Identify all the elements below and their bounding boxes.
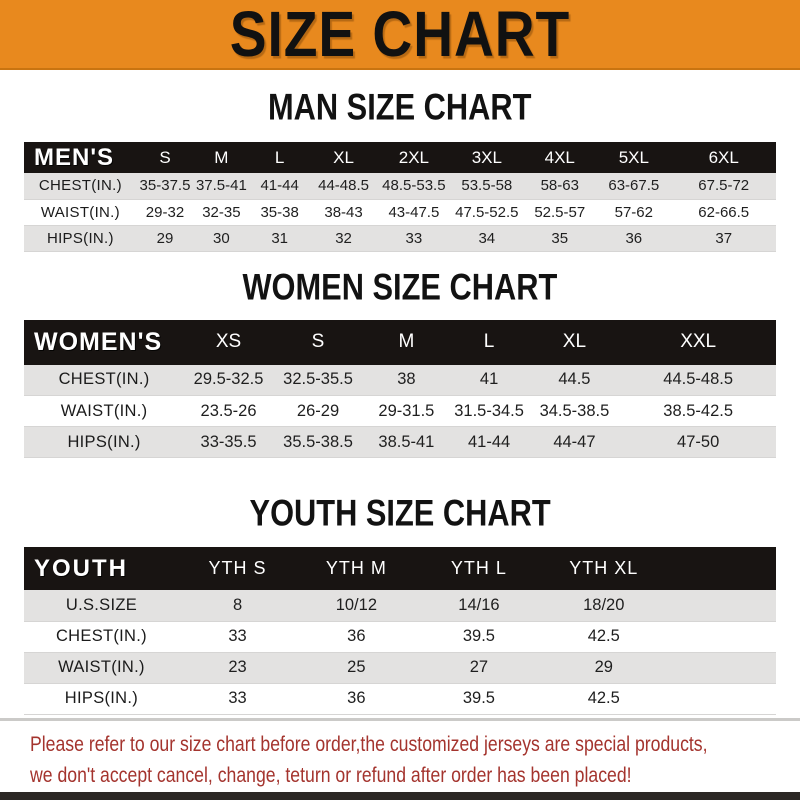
value-cell: 42.5 <box>587 627 620 645</box>
table-row <box>24 396 776 427</box>
value-cell: 67.5-72 <box>698 177 750 195</box>
value-cell: 44.5-48.5 <box>663 370 734 389</box>
value-cell: 35-37.5 <box>139 177 191 195</box>
column-header: 2XL <box>398 147 429 167</box>
footer-note <box>0 721 800 791</box>
row-label: U.S.SIZE <box>65 595 138 614</box>
row-label: CHEST(IN.) <box>58 370 150 389</box>
column-header: YTH XL <box>569 558 639 578</box>
table-header-row <box>24 320 776 365</box>
table-header-row <box>24 547 776 590</box>
row-label: CHEST(IN.) <box>55 627 147 645</box>
value-cell: 10/12 <box>335 595 377 614</box>
column-header: YTH M <box>325 558 387 578</box>
value-cell: 29.5-32.5 <box>193 370 264 389</box>
value-cell: 52.5-57 <box>534 203 586 221</box>
value-cell: 35.5-38.5 <box>283 432 353 451</box>
column-header: M <box>214 147 229 167</box>
value-cell <box>666 621 776 652</box>
note-line-2: we don't accept cancel, change, teturn or refund after order has been placed! <box>30 763 632 787</box>
men-size-table <box>24 142 776 252</box>
column-header: XS <box>215 331 242 352</box>
value-cell: 44-47 <box>553 432 596 451</box>
size-table <box>24 142 776 252</box>
column-header: 3XL <box>471 147 502 167</box>
page-title: SIZE CHART <box>229 0 571 70</box>
table-header-row <box>24 142 776 173</box>
value-cell: 14/16 <box>458 595 500 614</box>
value-cell: 29-32 <box>145 203 185 221</box>
column-header: YTH L <box>450 558 507 578</box>
value-cell: 26-29 <box>296 401 340 420</box>
value-cell: 25 <box>347 658 366 676</box>
table-row <box>24 173 776 199</box>
row-label: HIPS(IN.) <box>46 229 114 247</box>
value-cell: 34 <box>478 229 496 247</box>
size-table <box>24 320 776 459</box>
value-cell: 38.5-41 <box>378 432 435 451</box>
value-cell: 62-66.5 <box>698 203 750 221</box>
value-cell: 39.5 <box>462 689 495 707</box>
value-cell <box>666 590 776 621</box>
value-cell: 30 <box>213 229 230 247</box>
value-cell: 33 <box>228 627 247 645</box>
column-header <box>666 547 776 590</box>
value-cell: 23.5-26 <box>200 401 257 420</box>
value-cell: 32 <box>335 229 352 247</box>
bottom-bar <box>0 792 800 800</box>
table-corner-label: YOUTH <box>34 554 128 582</box>
women-section-title <box>0 266 800 308</box>
column-header: XXL <box>680 331 717 352</box>
value-cell: 44-48.5 <box>318 177 369 195</box>
table-row <box>24 683 776 714</box>
table-row <box>24 652 776 683</box>
value-cell: 33 <box>405 229 423 247</box>
value-cell: 29 <box>156 229 174 247</box>
youth-section <box>0 458 800 715</box>
table-corner-label: WOMEN'S <box>34 327 163 356</box>
table-row <box>24 365 776 396</box>
value-cell: 38-43 <box>324 203 363 221</box>
value-cell: 33-35.5 <box>200 432 257 451</box>
men-section-title-text: MAN SIZE CHART <box>268 87 532 128</box>
value-cell: 53.5-58 <box>461 177 513 195</box>
value-cell: 35 <box>551 229 569 247</box>
value-cell: 41-44 <box>260 177 299 195</box>
value-cell: 47.5-52.5 <box>455 203 519 221</box>
value-cell: 38.5-42.5 <box>663 401 734 420</box>
column-header: S <box>159 147 171 167</box>
table-row <box>24 199 776 225</box>
youth-size-table <box>24 547 776 715</box>
women-section-title-text: WOMEN SIZE CHART <box>242 266 558 308</box>
column-header: YTH S <box>208 558 267 578</box>
value-cell: 38 <box>397 370 416 389</box>
value-cell: 27 <box>469 658 489 676</box>
value-cell: 31 <box>271 229 288 247</box>
value-cell: 37.5-41 <box>195 177 247 195</box>
value-cell: 37 <box>715 229 733 247</box>
value-cell: 33 <box>228 689 247 707</box>
column-header: XL <box>562 331 587 352</box>
row-label: HIPS(IN.) <box>67 432 141 451</box>
value-cell: 29-31.5 <box>378 401 435 420</box>
men-section-title <box>0 87 800 128</box>
value-cell: 43-47.5 <box>388 203 440 221</box>
value-cell: 32-35 <box>202 203 241 221</box>
column-header: 6XL <box>708 147 739 167</box>
women-size-table <box>24 320 776 459</box>
youth-section-title <box>0 493 800 534</box>
banner <box>0 0 800 70</box>
youth-section-title-text: YOUTH SIZE CHART <box>249 493 551 534</box>
column-header: L <box>274 147 285 167</box>
men-section <box>0 70 800 252</box>
value-cell: 41 <box>479 370 499 389</box>
column-header: 4XL <box>544 147 575 167</box>
row-label: HIPS(IN.) <box>64 689 139 707</box>
table-corner-label: MEN'S <box>34 143 115 171</box>
column-header: 5XL <box>618 147 649 167</box>
value-cell: 36 <box>347 689 366 707</box>
value-cell: 29 <box>594 658 613 676</box>
column-header: L <box>483 331 495 352</box>
table-row <box>24 621 776 652</box>
value-cell <box>666 683 776 714</box>
value-cell: 47-50 <box>677 432 720 451</box>
table-row <box>24 590 776 621</box>
value-cell: 36 <box>625 229 643 247</box>
row-label: WAIST(IN.) <box>60 401 148 420</box>
value-cell: 57-62 <box>614 203 653 221</box>
value-cell: 18/20 <box>583 595 625 614</box>
value-cell: 58-63 <box>540 177 579 195</box>
value-cell: 63-67.5 <box>608 177 660 195</box>
column-header: XL <box>333 147 354 167</box>
value-cell: 44.5 <box>558 370 591 389</box>
value-cell: 35-38 <box>260 203 299 221</box>
value-cell: 8 <box>232 595 243 614</box>
table-row <box>24 427 776 458</box>
value-cell: 36 <box>347 627 366 645</box>
value-cell: 42.5 <box>587 689 620 707</box>
table-row <box>24 225 776 251</box>
value-cell: 39.5 <box>462 627 495 645</box>
row-label: WAIST(IN.) <box>58 658 145 676</box>
note-line-1: Please refer to our size chart before order,the customized jerseys are special products, <box>30 732 708 756</box>
column-header: S <box>311 331 325 352</box>
value-cell: 41-44 <box>467 432 511 451</box>
value-cell: 32.5-35.5 <box>283 370 353 389</box>
value-cell: 23 <box>228 658 247 676</box>
value-cell: 34.5-38.5 <box>539 401 610 420</box>
women-section <box>0 252 800 459</box>
size-table <box>24 547 776 715</box>
value-cell: 48.5-53.5 <box>382 177 446 195</box>
value-cell <box>666 652 776 683</box>
row-label: CHEST(IN.) <box>38 177 122 195</box>
value-cell: 31.5-34.5 <box>454 401 524 420</box>
row-label: WAIST(IN.) <box>40 203 120 221</box>
column-header: M <box>398 331 415 352</box>
